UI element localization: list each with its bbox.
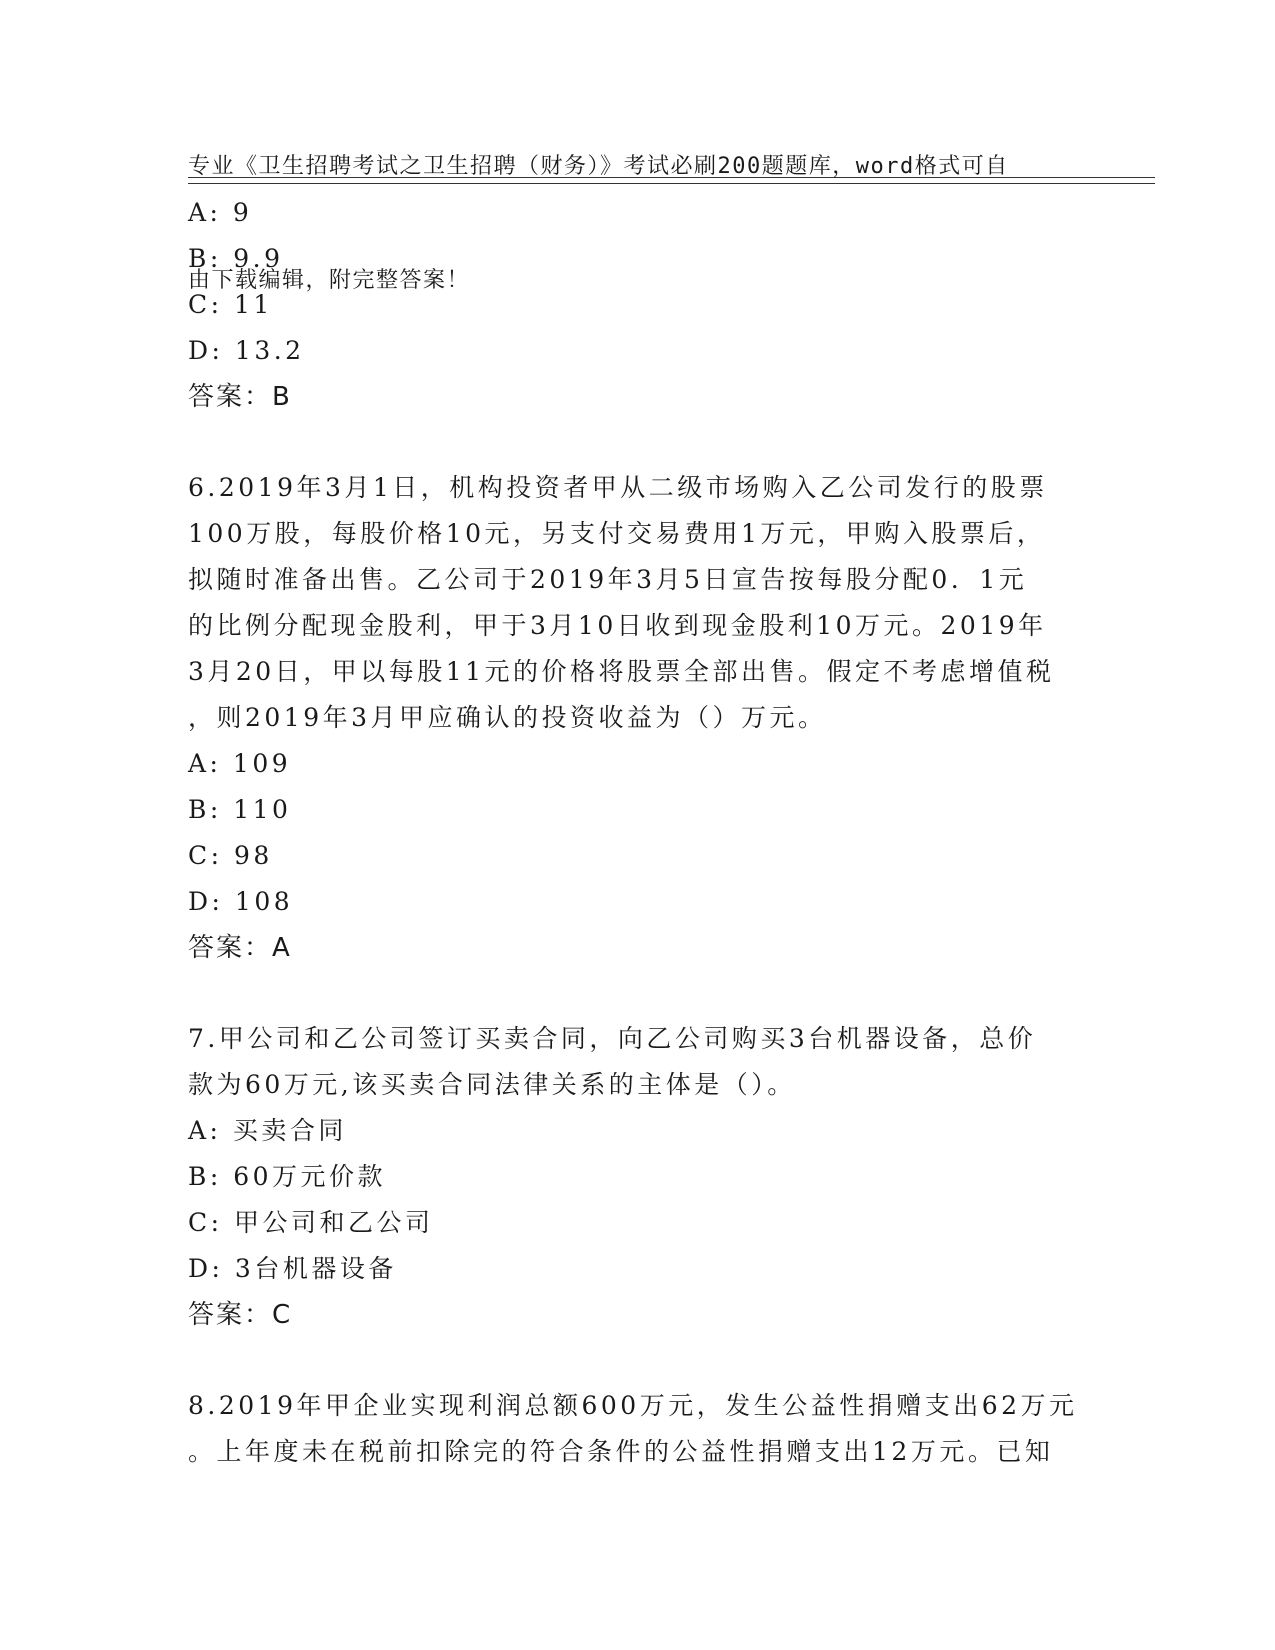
question-text-line: 100万股，每股价格10元，另支付交易费用1万元，甲购入股票后，: [188, 519, 1046, 548]
answer-line: 答案：A: [188, 933, 292, 963]
option-a: A: 9: [188, 198, 253, 227]
option-d: D: 13.2: [188, 336, 305, 365]
option-b: B: 9.9: [188, 244, 284, 273]
option-b: B: 60万元价款: [188, 1162, 387, 1191]
question-7: [188, 1016, 1088, 1338]
option-c: C: 甲公司和乙公司: [188, 1208, 434, 1237]
question-text-line: 拟随时准备出售。乙公司于2019年3月5日宣告按每股分配0．1元: [188, 565, 1028, 594]
option-c: C: 11: [188, 290, 273, 319]
question-text-line: 7.甲公司和乙公司签订买卖合同，向乙公司购买3台机器设备，总价: [188, 1024, 1037, 1053]
option-d: D: 3台机器设备: [188, 1254, 397, 1283]
question-6: [188, 465, 1088, 971]
answer-line: 答案：C: [188, 1300, 293, 1330]
option-a: A: 109: [188, 749, 292, 778]
option-c: C: 98: [188, 841, 273, 870]
question-text-line: 。上年度未在税前扣除完的符合条件的公益性捐赠支出12万元。已知: [188, 1437, 1054, 1466]
option-b: B: 110: [188, 795, 292, 824]
question-text-line: 款为60万元,该买卖合同法律关系的主体是（）。: [188, 1070, 796, 1099]
question-8: [188, 1383, 1088, 1475]
header-rule-top: [188, 177, 1155, 178]
header-title-line-1: 专业《卫生招聘考试之卫生招聘（财务）》考试必刷200题题库，word格式可自: [188, 154, 1009, 179]
option-a: A: 买卖合同: [188, 1116, 347, 1145]
question-text-line: 3月20日，甲以每股11元的价格将股票全部出售。假定不考虑增值税: [188, 657, 1055, 686]
answer-line: 答案：B: [188, 382, 292, 412]
question-text-line: 的比例分配现金股利，甲于3月10日收到现金股利10万元。2019年: [188, 611, 1047, 640]
question-text-line: ，则2019年3月甲应确认的投资收益为（）万元。: [188, 703, 827, 732]
document-body: [188, 190, 1088, 1475]
question-text-line: 8.2019年甲企业实现利润总额600万元，发生公益性捐赠支出62万元: [188, 1391, 1078, 1420]
question-text-line: 6.2019年3月1日，机构投资者甲从二级市场购入乙公司发行的股票: [188, 473, 1048, 502]
question-5-tail: [188, 190, 1088, 420]
option-d: D: 108: [188, 887, 294, 916]
header-rule-bottom: [188, 183, 1155, 184]
header-title-line-2: 由下载编辑，附完整答案！: [188, 268, 471, 293]
